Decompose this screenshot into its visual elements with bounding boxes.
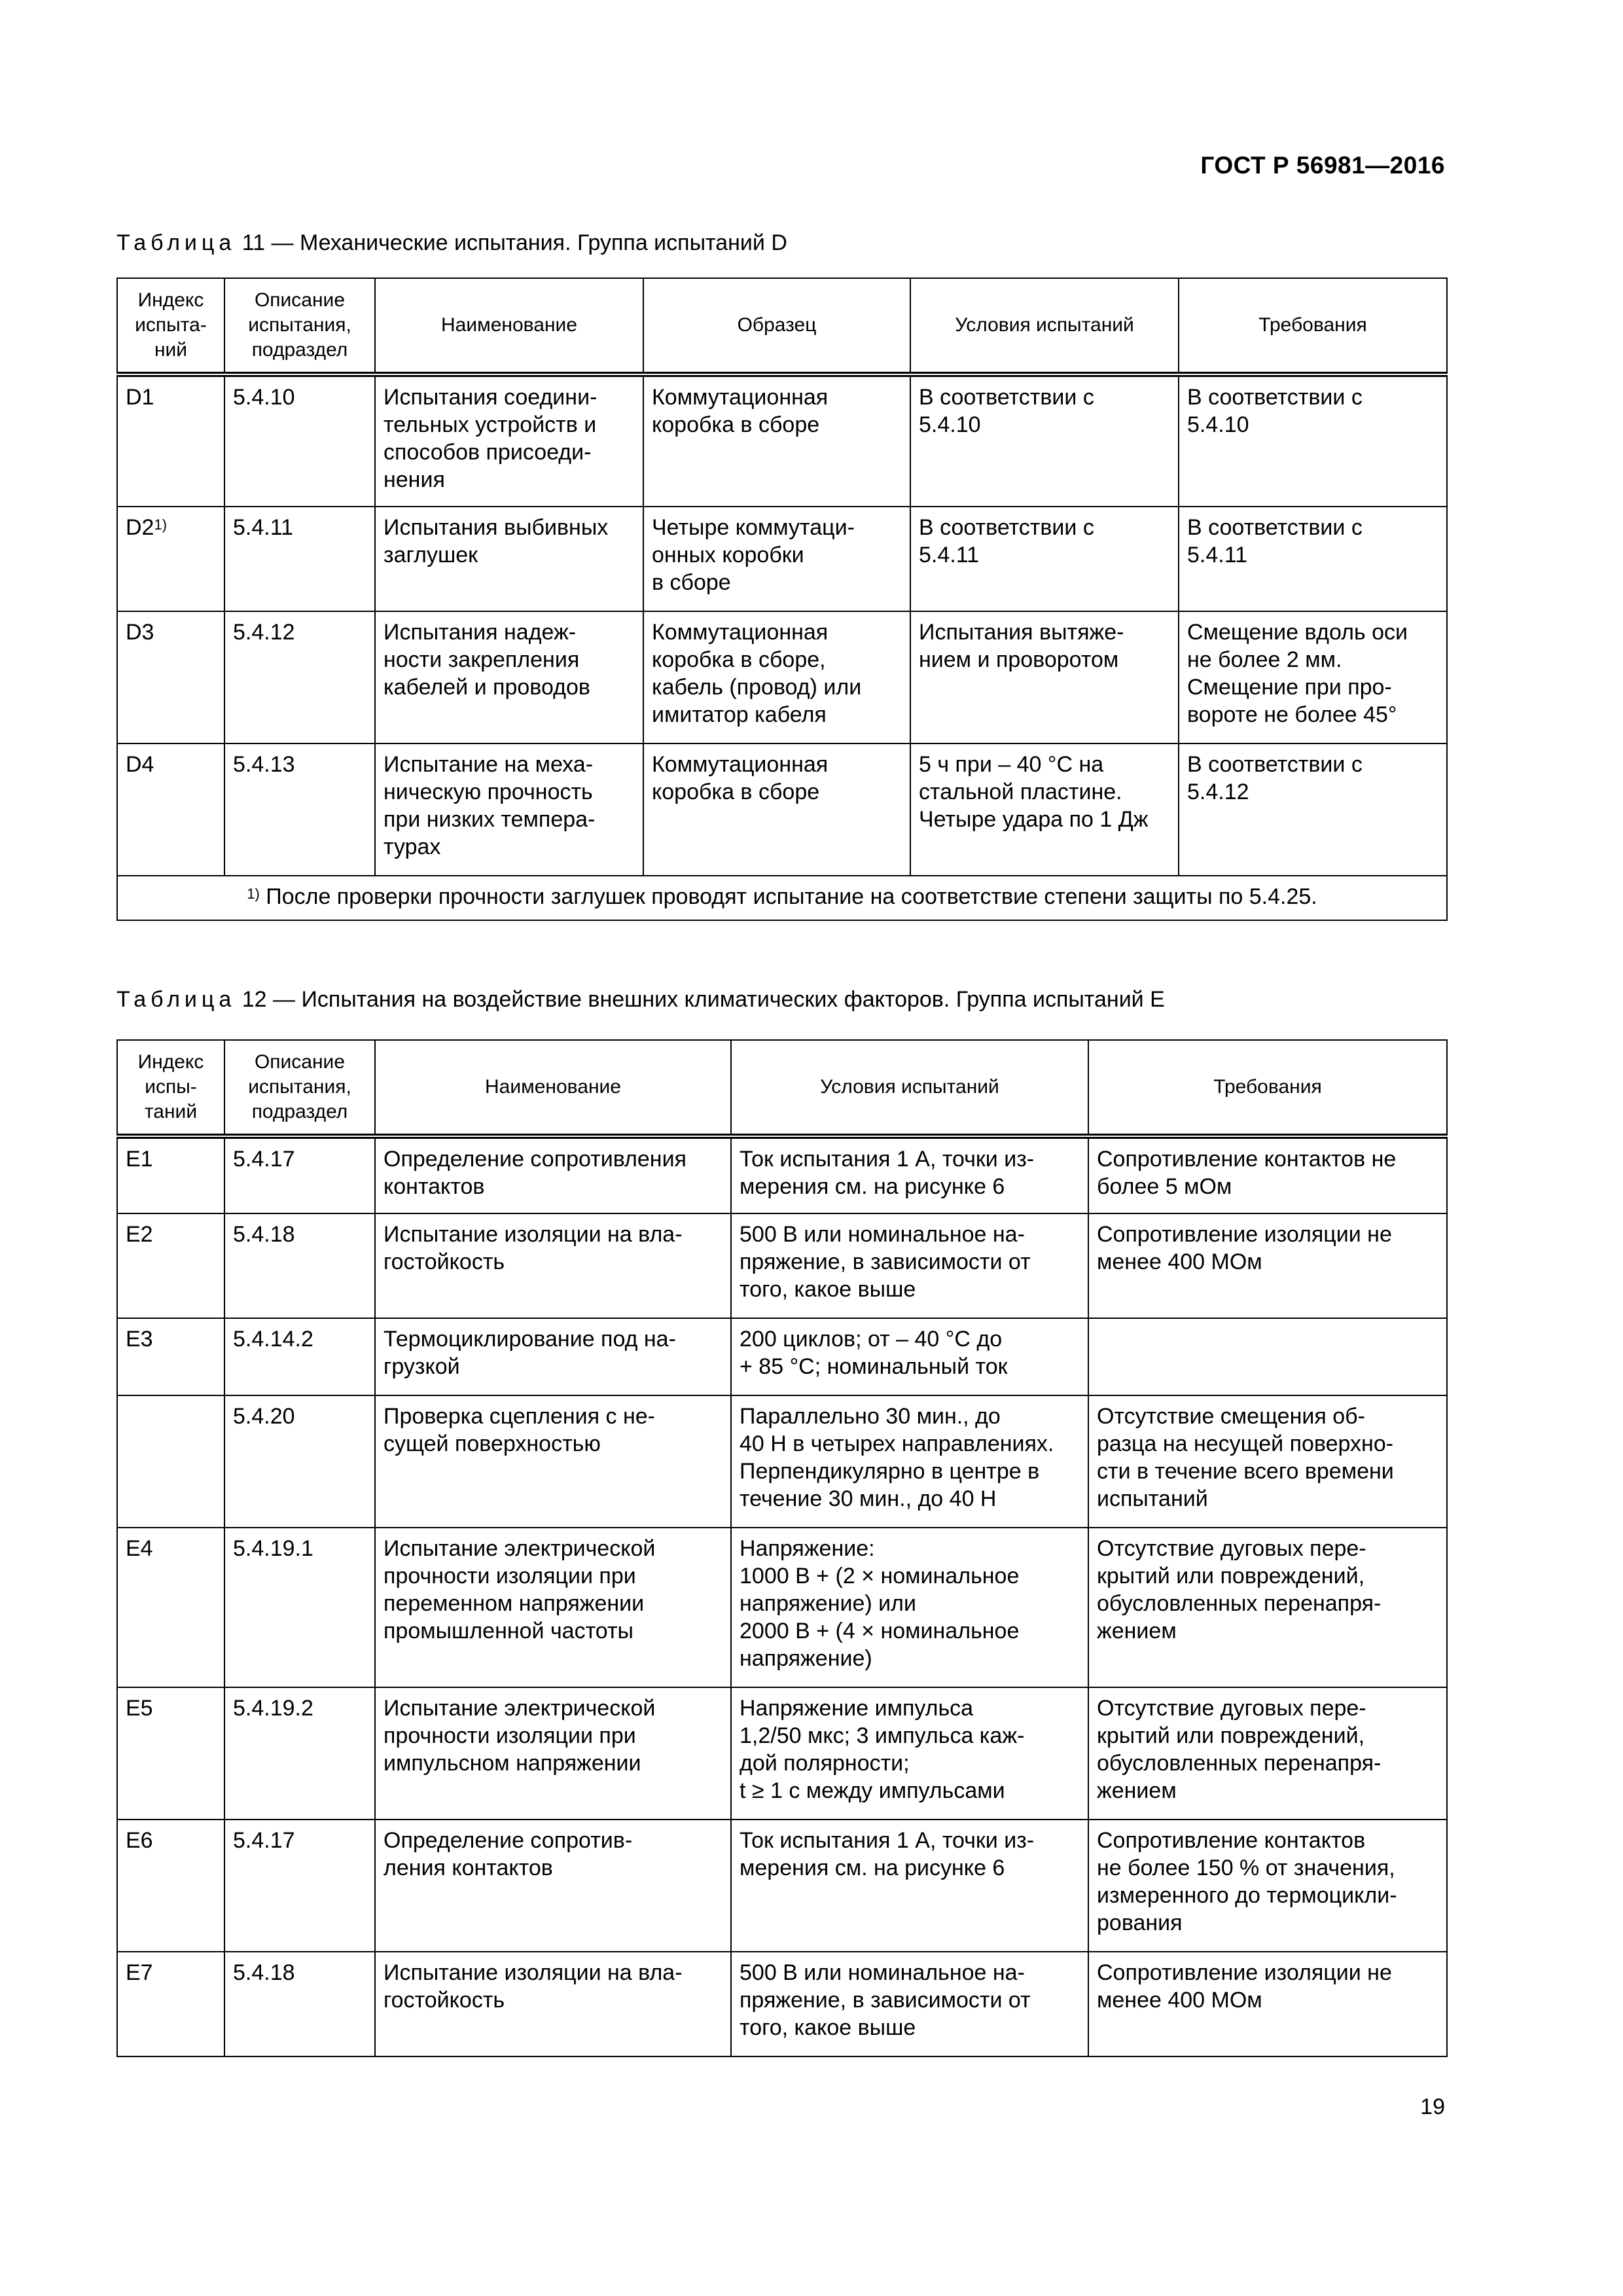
cell-section: 5.4.19.2 — [224, 1687, 375, 1820]
cell-requirements — [1088, 1318, 1447, 1395]
footnote-ref: 1) — [154, 516, 168, 533]
cell-requirements: В соответствии с 5.4.11 — [1179, 507, 1447, 611]
cell-requirements: Сопротивление изоляции не менее 400 МОм — [1088, 1952, 1447, 2056]
cell-index: Е7 — [117, 1952, 224, 2056]
table-row — [117, 1213, 1447, 1318]
cell-section: 5.4.18 — [224, 1952, 375, 2056]
cell-name: Испытания соедини- тельных устройств и способов присоеди- нения — [375, 374, 643, 507]
cell-section: 5.4.18 — [224, 1213, 375, 1318]
footnote-text: После проверки прочности заглушек проводят испытание на соответствие степени защиты по 5.4.25. — [259, 884, 1317, 909]
cell-section: 5.4.10 — [224, 374, 375, 507]
column-header: Наименование — [375, 278, 643, 374]
cell-conditions: В соответствии с 5.4.10 — [910, 374, 1179, 507]
cell-index — [117, 1395, 224, 1528]
cell-section: 5.4.14.2 — [224, 1318, 375, 1395]
table-11 — [116, 278, 1448, 921]
cell-name: Проверка сцепления с не- сущей поверхностью — [375, 1395, 731, 1528]
cell-requirements: В соответствии с 5.4.12 — [1179, 744, 1447, 876]
cell-conditions: Напряжение: 1000 В + (2 × номинальное напряжение) или 2000 В + (4 × номинальное напряжение) — [731, 1528, 1088, 1687]
table-header-row — [117, 278, 1447, 374]
page-number: 19 — [1420, 2094, 1445, 2119]
cell-name: Испытания выбивных заглушек — [375, 507, 643, 611]
column-header: Индекс испы- таний — [117, 1040, 224, 1136]
cell-index: Е5 — [117, 1687, 224, 1820]
caption-text: 11 — Механические испытания. Группа испытаний D — [236, 230, 787, 255]
table-row — [117, 744, 1447, 876]
cell-conditions: 200 циклов; от – 40 °С до + 85 °С; номинальный ток — [731, 1318, 1088, 1395]
cell-name: Испытания надеж- ности закрепления кабелей и проводов — [375, 611, 643, 744]
footnote — [117, 876, 1447, 920]
cell-index: D4 — [117, 744, 224, 876]
cell-section: 5.4.11 — [224, 507, 375, 611]
column-header: Условия испытаний — [731, 1040, 1088, 1136]
table-footnote-row — [117, 876, 1447, 920]
table-row — [117, 507, 1447, 611]
table-row — [117, 374, 1447, 507]
column-header: Образец — [643, 278, 910, 374]
caption-text: 12 — Испытания на воздействие внешних климатических факторов. Группа испытаний Е — [236, 987, 1165, 1012]
table-row — [117, 1318, 1447, 1395]
cell-section: 5.4.17 — [224, 1820, 375, 1952]
cell-name: Испытание изоляции на вла- гостойкость — [375, 1952, 731, 2056]
cell-requirements: Отсутствие дуговых пере- крытий или повреждений, обусловленных перенапря- жением — [1088, 1528, 1447, 1687]
column-header: Требования — [1088, 1040, 1447, 1136]
cell-sample: Коммутационная коробка в сборе — [643, 374, 910, 507]
cell-section: 5.4.20 — [224, 1395, 375, 1528]
cell-index: D1 — [117, 374, 224, 507]
document-code: ГОСТ Р 56981—2016 — [1200, 152, 1445, 179]
cell-conditions: В соответствии с 5.4.11 — [910, 507, 1179, 611]
column-header: Описание испытания, подраздел — [224, 278, 375, 374]
cell-conditions: Напряжение импульса 1,2/50 мкс; 3 импульса каж- дой полярности; t ≥ 1 с между импульсами — [731, 1687, 1088, 1820]
cell-section: 5.4.12 — [224, 611, 375, 744]
cell-index: Е3 — [117, 1318, 224, 1395]
column-header: Индекс испыта- ний — [117, 278, 224, 374]
caption-word: Таблица — [116, 987, 236, 1012]
table-header-row — [117, 1040, 1447, 1136]
cell-name: Определение сопротивления контактов — [375, 1136, 731, 1213]
cell-requirements: Сопротивление контактов не более 5 мОм — [1088, 1136, 1447, 1213]
cell-requirements: Отсутствие дуговых пере- крытий или повреждений, обусловленных перенапря- жением — [1088, 1687, 1447, 1820]
cell-index: D2$^{1)}$ — [117, 507, 224, 611]
cell-sample: Четыре коммутаци- онных коробки в сборе — [643, 507, 910, 611]
cell-sample: Коммутационная коробка в сборе — [643, 744, 910, 876]
cell-conditions: Ток испытания 1 А, точки из- мерения см. на рисунке 6 — [731, 1136, 1088, 1213]
cell-name: Испытание электрической прочности изоляции при импульсном напряжении — [375, 1687, 731, 1820]
cell-requirements: Смещение вдоль оси не более 2 мм. Смещение при про- вороте не более 45° — [1179, 611, 1447, 744]
table-row — [117, 1820, 1447, 1952]
column-header: Описание испытания, подраздел — [224, 1040, 375, 1136]
cell-index: Е6 — [117, 1820, 224, 1952]
caption-word: Таблица — [116, 230, 236, 255]
cell-conditions: 500 В или номинальное на- пряжение, в зависимости от того, какое выше — [731, 1213, 1088, 1318]
cell-index: D3 — [117, 611, 224, 744]
column-header: Условия испытаний — [910, 278, 1179, 374]
cell-name: Испытание на меха- ническую прочность при низких темпера- турах — [375, 744, 643, 876]
cell-conditions: Испытания вытяже- нием и проворотом — [910, 611, 1179, 744]
cell-section: 5.4.13 — [224, 744, 375, 876]
cell-index: Е1 — [117, 1136, 224, 1213]
cell-sample: Коммутационная коробка в сборе, кабель (провод) или имитатор кабеля — [643, 611, 910, 744]
cell-conditions: Ток испытания 1 А, точки из- мерения см. на рисунке 6 — [731, 1820, 1088, 1952]
column-header: Требования — [1179, 278, 1447, 374]
cell-section: 5.4.19.1 — [224, 1528, 375, 1687]
cell-name: Термоциклирование под на- грузкой — [375, 1318, 731, 1395]
table-12-caption — [116, 987, 1165, 1013]
cell-requirements: Сопротивление изоляции не менее 400 МОм — [1088, 1213, 1447, 1318]
cell-requirements: Сопротивление контактов не более 150 % от значения, измеренного до термоцикли- рования — [1088, 1820, 1447, 1952]
cell-conditions: 500 В или номинальное на- пряжение, в зависимости от того, какое выше — [731, 1952, 1088, 2056]
cell-requirements: Отсутствие смещения об- разца на несущей поверхно- сти в течение всего времени испытаний — [1088, 1395, 1447, 1528]
cell-index: Е2 — [117, 1213, 224, 1318]
table-row — [117, 1687, 1447, 1820]
footnote-mark: 1) — [247, 886, 260, 902]
cell-section: 5.4.17 — [224, 1136, 375, 1213]
cell-name: Определение сопротив- ления контактов — [375, 1820, 731, 1952]
cell-requirements: В соответствии с 5.4.10 — [1179, 374, 1447, 507]
cell-conditions: 5 ч при – 40 °С на стальной пластине. Четыре удара по 1 Дж — [910, 744, 1179, 876]
table-row — [117, 1528, 1447, 1687]
table-row — [117, 1136, 1447, 1213]
table-11-caption — [116, 230, 787, 256]
cell-name: Испытание изоляции на вла- гостойкость — [375, 1213, 731, 1318]
table-12 — [116, 1039, 1448, 2057]
table-row — [117, 1952, 1447, 2056]
cell-name: Испытание электрической прочности изоляции при переменном напряжении промышленной частоты — [375, 1528, 731, 1687]
table-row — [117, 611, 1447, 744]
cell-index: Е4 — [117, 1528, 224, 1687]
cell-conditions: Параллельно 30 мин., до 40 Н в четырех направлениях. Перпендикулярно в центре в течение 30 мин., до 40 Н — [731, 1395, 1088, 1528]
table-row — [117, 1395, 1447, 1528]
column-header: Наименование — [375, 1040, 731, 1136]
